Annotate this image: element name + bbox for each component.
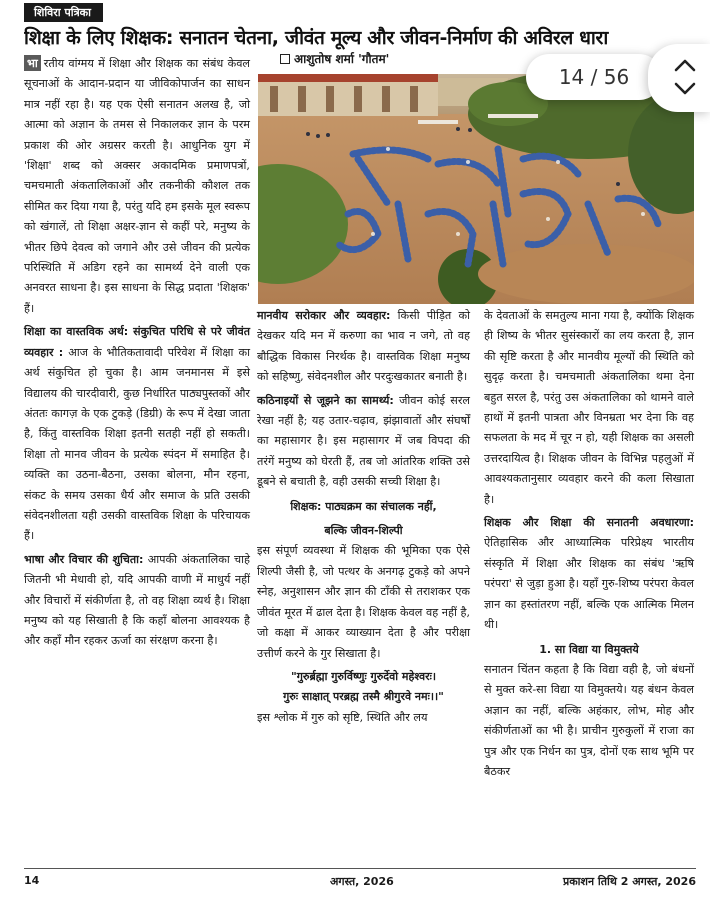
section-heading-line-1: शिक्षक: पाठ्यक्रम का संचालक नहीं,	[290, 499, 437, 513]
section-heading-line-2: बल्कि जीवन-शिल्पी	[324, 524, 403, 538]
section-paragraph: कठिनाइयों से जूझने का सामर्थ्य: जीवन कोई सरल रेखा नहीं है; यह उतार-चढ़ाव, झंझावातों और संघर्षों का महासागर है। इस महासागर में जब विपदा की तरंगें मनुष्य को घेरती हैं, तब जो आंतरिक शक्ति उसे डूबने से बचाती है, वही उसकी सच्ची शिक्षा है।	[257, 393, 471, 489]
shloka-line-2: गुरुः साक्षात् परब्रह्म तस्मै श्रीगुरवे नमः।।"	[283, 690, 444, 704]
section-heading: भाषा और विचार की शुचिता:	[24, 552, 144, 566]
masthead	[0, 0, 710, 22]
article-headline: शिक्षा के लिए शिक्षक: सनातन चेतना, जीवंत मूल्य और जीवन-निर्माण की अविरल धारा	[24, 27, 608, 49]
page-indicator: 14 / 56	[526, 54, 662, 100]
drop-cap: भा	[24, 55, 41, 71]
column-2	[257, 306, 470, 731]
issue-month: अगस्त, 2026	[330, 875, 394, 888]
section-heading: शिक्षक और शिक्षा की सनातनी अवधारणा:	[484, 516, 694, 530]
section-paragraph: इस संपूर्ण व्यवस्था में शिक्षक की भूमिका एक ऐसे शिल्पी जैसी है, जो पत्थर के अनगढ़ टुकड़े को अपने स्नेह, अनुशासन और ज्ञान की टाँकी से तराशकर एक जीवंत मूरत में ढाल देता है। शिक्षक केवल वह नहीं है, जो कक्षा में आकर व्याख्यान देता है और परीक्षा उत्तीर्ण करने के गुर सिखाता है।	[257, 544, 470, 660]
chevron-down-icon[interactable]	[674, 82, 696, 96]
section-paragraph: मानवीय सरोकार और व्यवहार: किसी पीड़ित को देखकर यदि मन में करुणा का भाव न जगे, तो वह बौद्धिक विकास निरर्थक है। वास्तविक शिक्षा मनुष्य को सहिष्णु, संवेदनशील और परदुःखकातर बनाती है।	[257, 309, 470, 384]
author-byline: आशुतोष शर्मा 'गौतम'	[280, 50, 389, 67]
section-paragraph: शिक्षक और शिक्षा की सनातनी अवधारणा: ऐतिहासिक और आध्यात्मिक परिप्रेक्ष्य भारतीय संस्कृति में शिक्षा और शिक्षक का संबंध 'ऋषि परंपरा' से जुड़ा हुआ है। यहाँ गुरु-शिष्य परंपरा केवल ज्ञान का हस्तांतरण नहीं, बल्कि एक आत्मिक मिलन थी।	[484, 516, 694, 632]
column-3	[484, 306, 694, 785]
page-nav-control	[648, 44, 710, 112]
intro-paragraph: भा रतीय वांग्मय में शिक्षा और शिक्षक का संबंध केवल सूचनाओं के आदान-प्रदान या जीविकोपार्जन का साधन मात्र नहीं रहा है। यह एक ऐसी सनातन अलख है, जो आत्मा को अज्ञान के तमस से निकालकर ज्ञान के परम प्रकाश की ओर अग्रसर करती है। आधुनिक युग में 'शिक्षा' शब्द को अक्सर अकादमिक प्रमाणपत्रों, चमचमाती अंकतालिकाओं और तकनीकी कौशल तक सीमित कर दिया गया है, परंतु यदि हम इसके मूल स्वरूप को खंगालें, तो शिक्षा अक्षर-ज्ञान से कहीं परे, मनुष्य के भीतर छिपे देवत्व को जगाने और उसे जीवन की प्रत्येक परिस्थिति में अडिग रहने का सामर्थ्य देने वाली एक अनवरत साधना है। इस साधना के सिद्ध प्रदाता 'शिक्षक' हैं।	[24, 56, 250, 315]
article-photo	[258, 74, 694, 304]
shloka-line-1: "गुरुर्ब्रह्मा गुरुर्विष्णुः गुरुर्देवो महेश्वरः।	[290, 669, 437, 683]
page-number: 14	[24, 874, 40, 887]
footer-divider	[24, 868, 696, 869]
students-formation-photo	[258, 74, 694, 304]
section-heading: शिक्षा का वास्तविक अर्थ: संकुचित परिधि से परे जीवंत व्यवहार :	[24, 325, 250, 359]
section-paragraph: शिक्षा का वास्तविक अर्थ: संकुचित परिधि से परे जीवंत व्यवहार : आज के भौतिकतावादी परिवेश में शिक्षा का अर्थ संकुचित हो चुका है। आम जनमानस में इसे विद्यालय की चारदीवारी, कुछ निर्धारित पाठ्यपुस्तकों और अंततः कागज़ के एक टुकड़े (डिग्री) के रूप में देखा जाता है, किंतु वास्तविक शिक्षा इतनी सतही नहीं हो सकती। शिक्षा तो मानव जीवन के प्रत्येक स्पंदन में समाहित है। व्यक्ति का उठना-बैठना, उसका बोलना, मौन रहना, संकट के समय उसका धैर्य और समाज के प्रति उसकी संवेदनशीलता यही उसकी वास्तविक शिक्षा के परिचायक हैं।	[24, 325, 250, 543]
column-1	[24, 54, 250, 655]
byline-box-icon	[280, 54, 290, 64]
publish-date: प्रकाशन तिथि 2 अगस्त, 2026	[562, 875, 696, 888]
section-paragraph: सनातन चिंतन कहता है कि विद्या वही है, जो बंधनों से मुक्त करे-सा विद्या या विमुक्तये। यह बंधन केवल अज्ञान का नहीं, बल्कि अहंकार, लोभ, मोह और संकीर्णताओं का भी है। प्राचीन गुरुकुलों में राजा का पुत्र और एक निर्धन का पुत्र, दोनों एक साथ भूमि पर बैठकर	[484, 662, 694, 778]
section-subheading: 1. सा विद्या या विमुक्तये	[539, 642, 639, 656]
section-paragraph: के देवताओं के समतुल्य माना गया है, क्योंकि शिक्षक ही शिष्य के भीतर सुसंस्कारों का लय करता है, ज्ञान की सृष्टि करता है और मानवीय मूल्यों की स्थिति को सुदृढ़ करता है। चमचमाती अंकतालिका थमा देना बहुत सरल है, परंतु उस अंकतालिका को थामने वाले हाथों में इतनी पात्रता और विनम्रता भर देना कि वह सफलता के मद में चूर न हो, यही शिक्षक का असली उत्तरदायित्व है। शिक्षक जीवन के विभिन्न पहलुओं में आवश्यकतानुसार व्यवहार करने की कला सिखाता है।	[484, 309, 694, 506]
section-heading: कठिनाइयों से जूझने का सामर्थ्य:	[257, 393, 394, 407]
section-paragraph: इस श्लोक में गुरु को सृष्टि, स्थिति और लय	[257, 710, 428, 724]
section-heading: मानवीय सरोकार और व्यवहार:	[257, 309, 391, 322]
chevron-up-icon[interactable]	[674, 58, 696, 72]
magazine-tag: शिविरा पत्रिका	[24, 3, 103, 22]
section-paragraph: भाषा और विचार की शुचिता: आपकी अंकतालिका चाहे जितनी भी मेधावी हो, यदि आपकी वाणी में माधुर्य नहीं और विचारों में संकीर्णता है, तो वह शिक्षा व्यर्थ है। शिक्षा मनुष्य को यह सिखाती है कि कहाँ बोलना आवश्यक है और कहाँ मौन रहकर ऊर्जा का संरक्षण करना है।	[24, 552, 251, 648]
